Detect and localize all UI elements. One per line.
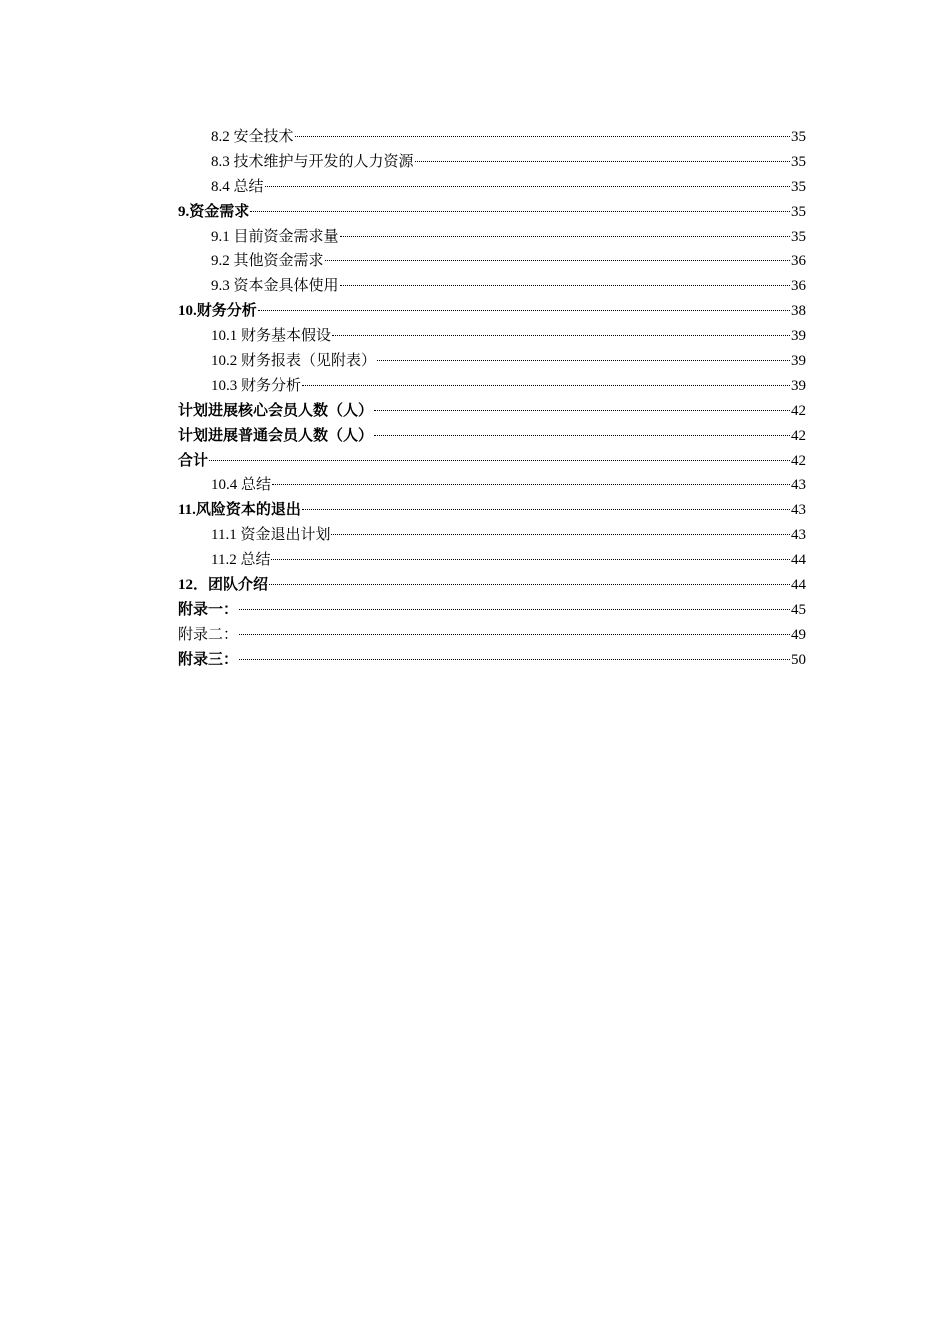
toc-entry-page-number: 42 [791, 402, 806, 419]
toc-entry-page-number: 36 [791, 278, 806, 295]
toc-entry-page-number: 35 [791, 228, 806, 245]
toc-dot-leader [377, 360, 790, 361]
toc-entry-page-number: 49 [791, 626, 806, 643]
toc-dot-leader [332, 335, 790, 336]
toc-entry-page-number: 35 [791, 203, 806, 220]
toc-entry[interactable] [178, 498, 806, 523]
toc-entry-title: 9.2 其他资金需求 [211, 253, 324, 270]
toc-entry-title: 10.1 财务基本假设 [211, 328, 332, 345]
toc-entry-page-number: 35 [791, 178, 806, 195]
toc-entry-title: 9.3 资本金具体使用 [211, 278, 339, 295]
toc-entry[interactable] [178, 274, 806, 299]
toc-entry-page-number: 43 [791, 477, 806, 494]
toc-entry[interactable] [178, 374, 806, 399]
toc-entry-page-number: 35 [791, 153, 806, 170]
toc-entry-title: 附录三： [178, 651, 239, 668]
toc-entry-title: 计划进展普通会员人数（人） [178, 427, 374, 444]
toc-entry-page-number: 43 [791, 502, 806, 519]
toc-dot-leader [340, 285, 790, 286]
toc-dot-leader [295, 136, 790, 137]
toc-entry-title: 9.1 目前资金需求量 [211, 228, 339, 245]
toc-entry-page-number: 35 [791, 129, 806, 145]
toc-entry[interactable] [178, 598, 806, 623]
toc-entry-title: 附录二： [178, 626, 239, 643]
toc-dot-leader [239, 634, 790, 635]
toc-entry-title: 8.4 总结 [211, 178, 264, 195]
toc-entry-page-number: 44 [791, 552, 806, 569]
toc-entry[interactable] [178, 349, 806, 374]
toc-entry[interactable] [178, 473, 806, 498]
toc-entry-page-number: 44 [791, 577, 806, 594]
toc-dot-leader [209, 460, 790, 461]
toc-dot-leader [271, 559, 790, 560]
toc-dot-leader [302, 385, 790, 386]
toc-entry[interactable] [178, 150, 806, 175]
toc-dot-leader [239, 609, 790, 610]
toc-entry[interactable] [178, 200, 806, 225]
toc-dot-leader [325, 260, 790, 261]
toc-dot-leader [258, 310, 790, 311]
toc-entry-page-number: 42 [791, 427, 806, 444]
toc-entry[interactable] [178, 648, 806, 673]
toc-entry-title: 11.2 总结 [211, 552, 271, 569]
toc-entry[interactable] [178, 299, 806, 324]
toc-entry-title: 9.资金需求 [178, 203, 250, 220]
toc-dot-leader [239, 659, 790, 660]
toc-entry-title: 11.1 资金退出计划 [211, 527, 331, 544]
toc-dot-leader [374, 435, 790, 436]
toc-entry-title: 10.2 财务报表（见附表） [211, 353, 377, 370]
toc-entry-title: 合计 [178, 452, 209, 469]
toc-entry-page-number: 39 [791, 377, 806, 394]
toc-dot-leader [331, 534, 790, 535]
toc-entry-title: 计划进展核心会员人数（人） [178, 402, 374, 419]
toc-entry[interactable] [178, 225, 806, 250]
toc-dot-leader [374, 410, 790, 411]
toc-entry-title: 12．团队介绍 [178, 577, 269, 594]
toc-entry[interactable] [178, 623, 806, 648]
toc-entry-page-number: 42 [791, 452, 806, 469]
toc-dot-leader [415, 161, 790, 162]
toc-entry-title: 11.风险资本的退出 [178, 502, 301, 519]
toc-dot-leader [250, 211, 790, 212]
toc-entry-page-number: 45 [791, 601, 806, 618]
toc-entry[interactable] [178, 399, 806, 424]
toc-entry-title: 10.财务分析 [178, 303, 257, 320]
toc-entry-title: 8.2 安全技术 [211, 129, 294, 145]
toc-entry[interactable] [178, 125, 806, 150]
toc-entry-page-number: 39 [791, 328, 806, 345]
toc-dot-leader [269, 584, 790, 585]
toc-dot-leader [272, 484, 790, 485]
toc-entry-title: 8.3 技术维护与开发的人力资源 [211, 153, 414, 170]
toc-entry-page-number: 36 [791, 253, 806, 270]
toc-dot-leader [265, 186, 790, 187]
toc-entry[interactable] [178, 449, 806, 474]
toc-entry[interactable] [178, 573, 806, 598]
toc-entry[interactable] [178, 175, 806, 200]
toc-dot-leader [302, 509, 790, 510]
toc-entry-page-number: 43 [791, 527, 806, 544]
toc-entry-page-number: 50 [791, 651, 806, 668]
toc-entry-page-number: 39 [791, 353, 806, 370]
toc-entry[interactable] [178, 523, 806, 548]
toc-entry[interactable] [178, 249, 806, 274]
toc-entry-title: 10.3 财务分析 [211, 377, 302, 394]
toc-entry[interactable] [178, 424, 806, 449]
toc-entry[interactable] [178, 324, 806, 349]
table-of-contents [178, 125, 806, 673]
toc-entry[interactable] [178, 548, 806, 573]
toc-entry-title: 10.4 总结 [211, 477, 272, 494]
toc-dot-leader [340, 236, 790, 237]
toc-entry-page-number: 38 [791, 303, 806, 320]
toc-entry-title: 附录一： [178, 601, 239, 618]
